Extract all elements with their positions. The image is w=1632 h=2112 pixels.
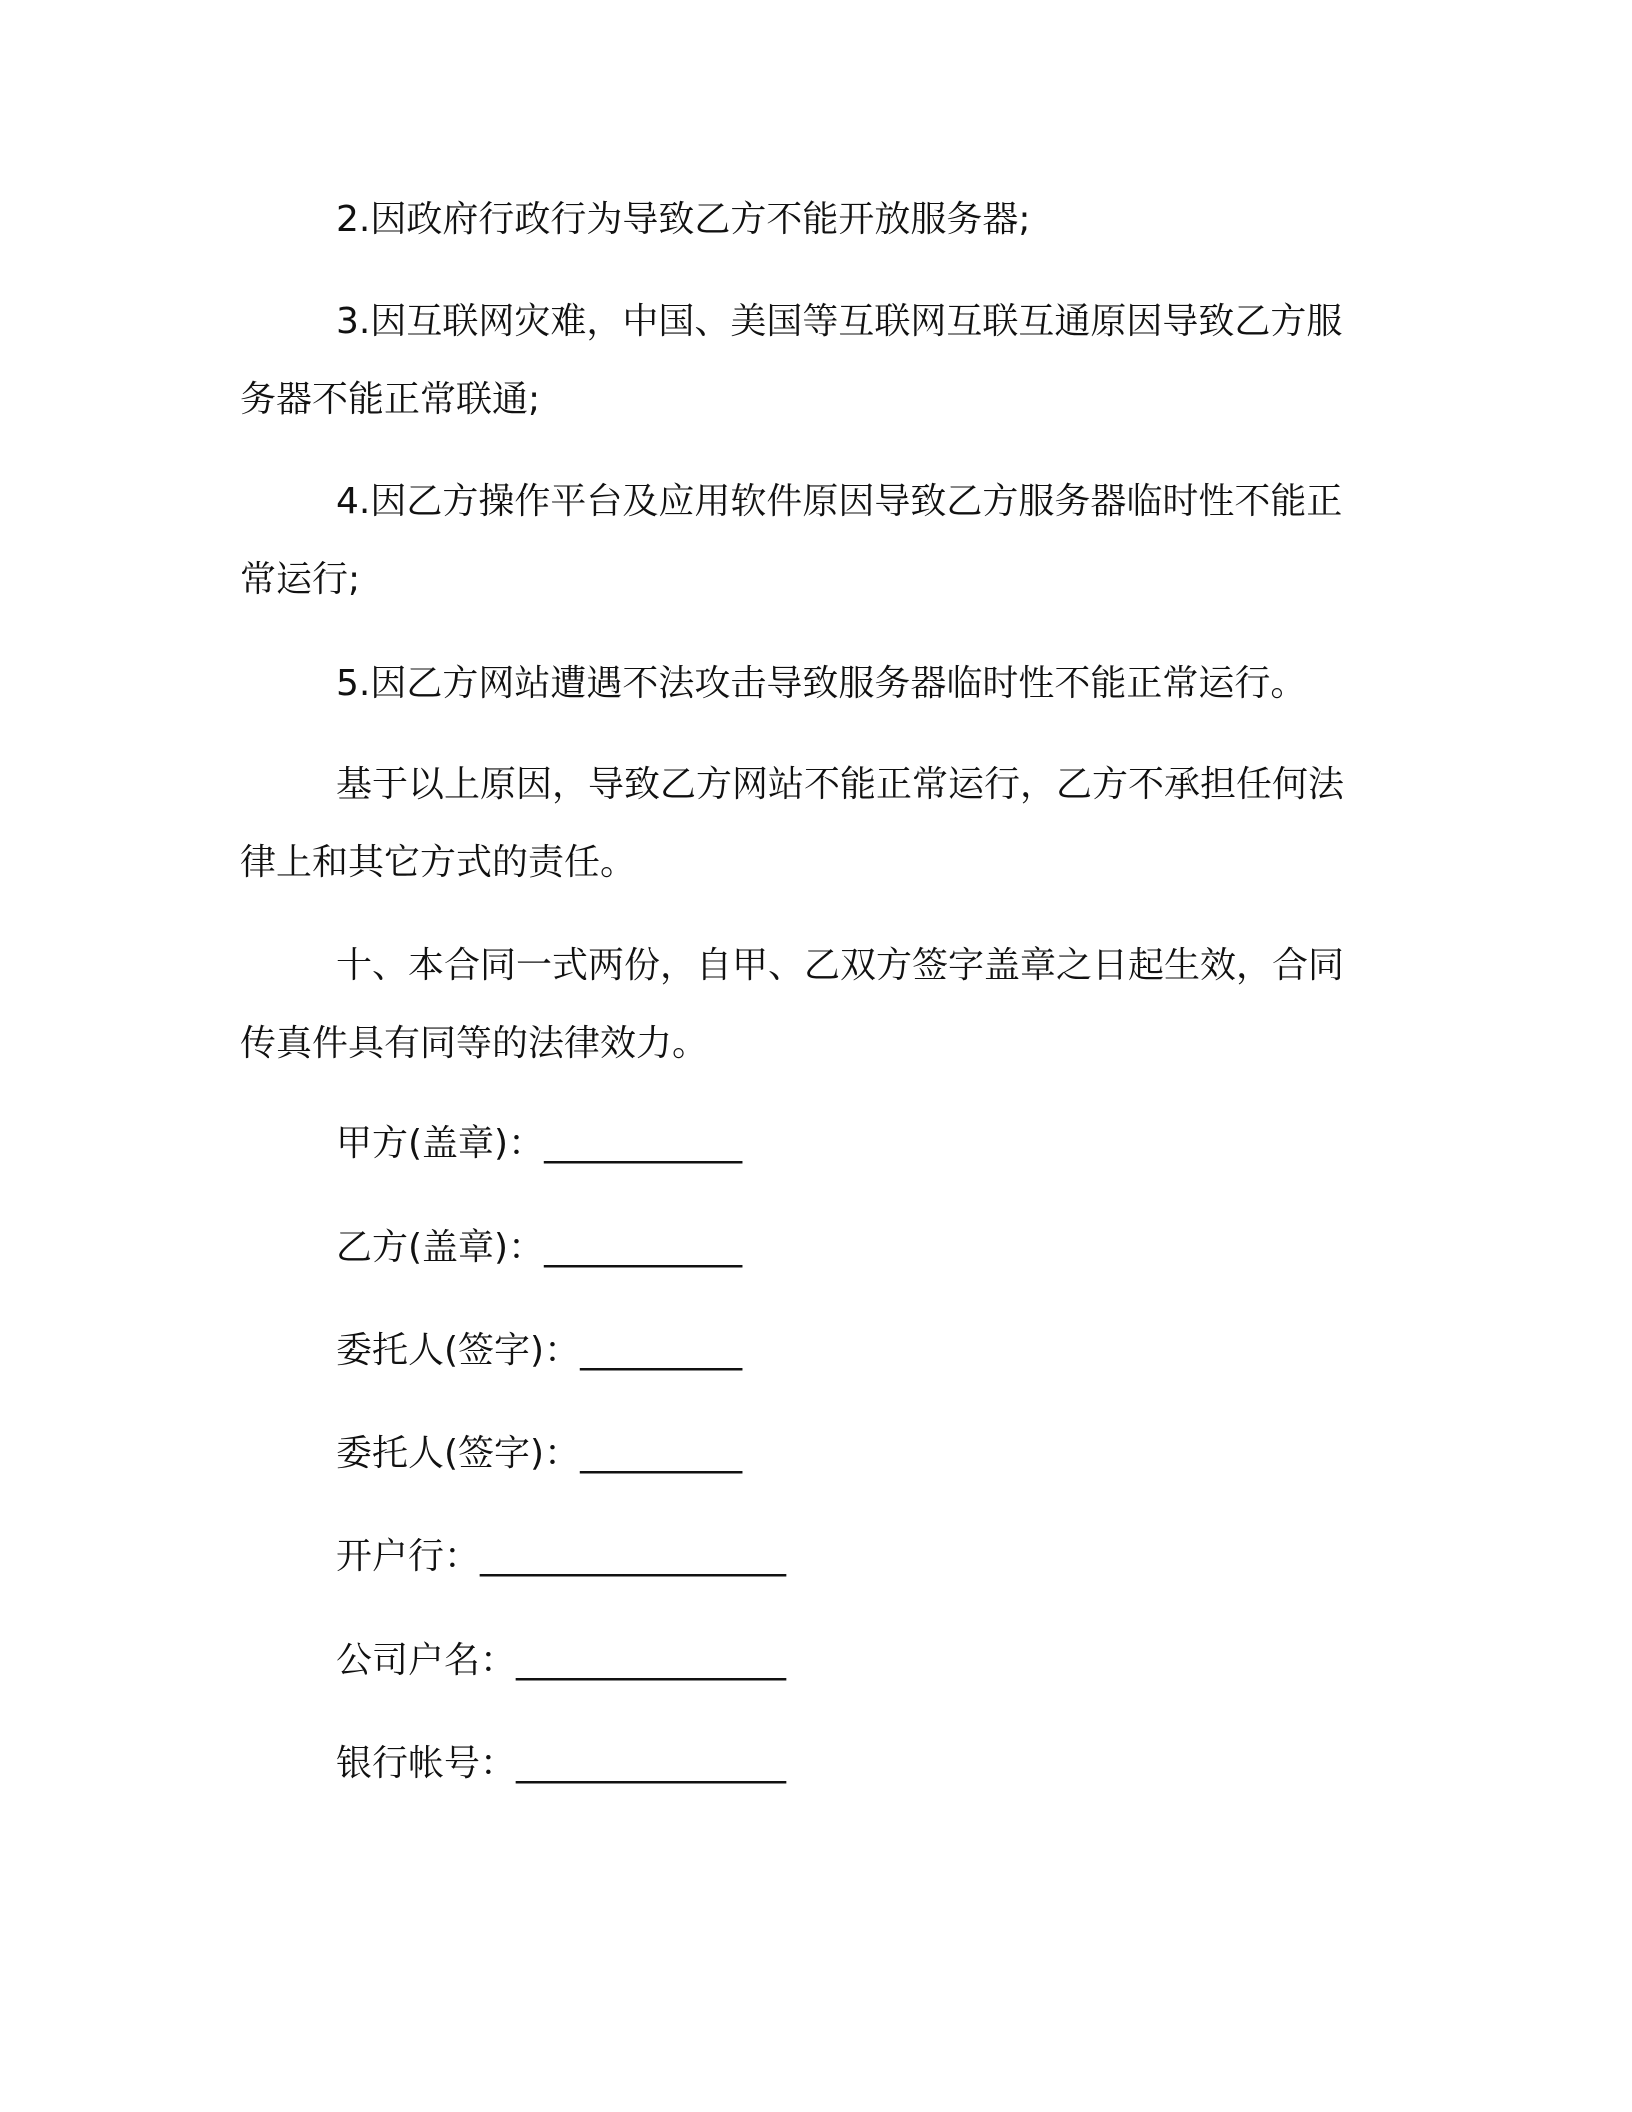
agent-signature-line-2: 委托人(签字)：_________ <box>336 1433 743 1474</box>
bank-account-number-line: 银行帐号：_______________ <box>336 1743 787 1784</box>
party-a-seal-line: 甲方(盖章)：___________ <box>336 1123 743 1164</box>
liability-paragraph: 基于以上原因，导致乙方网站不能正常运行，乙方不承担任何法律上和其它方式的责任。 <box>240 764 1345 883</box>
party-b-seal-line: 乙方(盖章)：___________ <box>336 1227 743 1268</box>
company-account-name-line: 公司户名：_______________ <box>336 1640 787 1681</box>
agent-signature-line-1: 委托人(签字)：_________ <box>336 1330 743 1371</box>
clause-5: 5.因乙方网站遭遇不法攻击导致服务器临时性不能正常运行。 <box>336 663 1307 704</box>
clause-4: 4.因乙方操作平台及应用软件原因导致乙方服务器临时性不能正常运行; <box>240 481 1343 600</box>
clause-3: 3.因互联网灾难，中国、美国等互联网互联互通原因导致乙方服务器不能正常联通; <box>240 301 1343 420</box>
clause-2: 2.因政府行政行为导致乙方不能开放服务器; <box>336 199 1031 240</box>
bank-name-line: 开户行：_________________ <box>336 1536 787 1577</box>
clause-10: 十、本合同一式两份，自甲、乙双方签字盖章之日起生效，合同传真件具有同等的法律效力。 <box>240 945 1345 1064</box>
